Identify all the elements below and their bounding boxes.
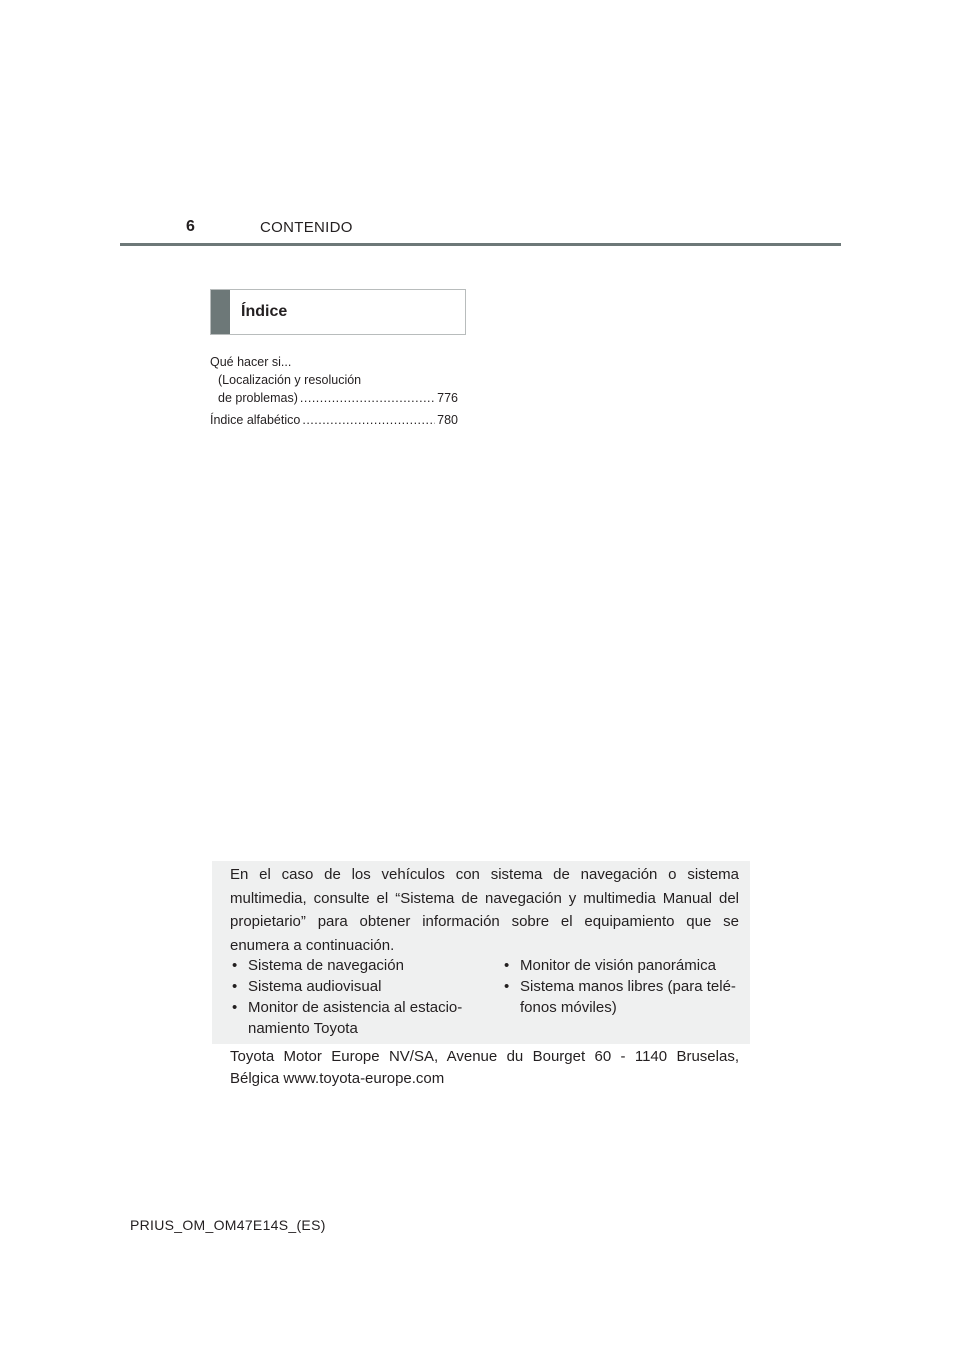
- page-number: 6: [186, 218, 195, 235]
- list-item: [232, 955, 472, 976]
- note-bullet-list-right: [504, 955, 744, 1018]
- toc-entry-troubleshooting[interactable]: [210, 389, 458, 407]
- manufacturer-address: Toyota Motor Europe NV/SA, Avenue du Bourget 60 - 1140 Bruselas, Bélgica www.toyota-europe.com: [230, 1048, 739, 1087]
- index-section-header: [210, 289, 466, 335]
- list-item-text: Sistema de navegación: [248, 957, 404, 974]
- note-bullet-list-left: [232, 955, 472, 1039]
- note-text: En el caso de los vehículos con sistema de navegación o sistema multimedia, consulte el “Sistema de navegación y multimedia Manual del propietario” para obtener información sobre el equipamiento que se enumera a continuación.: [230, 866, 739, 954]
- toc-entry-troubleshooting-subtitle-end: de problemas): [218, 391, 298, 405]
- toc-entry-alphabetical-index[interactable]: [210, 411, 458, 429]
- toc-leader-dots: [300, 389, 435, 407]
- toc-entry-line: [210, 353, 458, 371]
- bullet-icon: •: [232, 999, 238, 1016]
- bullet-icon: •: [232, 957, 238, 974]
- document-code: PRIUS_OM_OM47E14S_(ES): [130, 1217, 326, 1233]
- toc-leader-dots: [302, 411, 435, 429]
- table-of-contents: [210, 353, 458, 429]
- toc-page-number: 776: [437, 391, 458, 405]
- list-item-text: Sistema audiovisual: [248, 978, 382, 995]
- list-item-text: Monitor de visión panorámica: [520, 957, 716, 974]
- toc-entry-line: [210, 371, 458, 389]
- header-divider: [120, 243, 841, 246]
- toc-page-number: 780: [437, 413, 458, 427]
- list-item: [232, 997, 472, 1039]
- index-section-tab: [211, 290, 230, 334]
- list-item-text: Monitor de asistencia al estacio-namiento Toyota: [248, 999, 463, 1037]
- toc-entry-troubleshooting-title[interactable]: Qué hacer si...: [210, 355, 292, 369]
- bullet-icon: •: [232, 978, 238, 995]
- bullet-icon: •: [504, 957, 510, 974]
- toc-entry-alphabetical-index-label: Índice alfabético: [210, 413, 301, 427]
- list-item: [504, 955, 744, 976]
- section-title: CONTENIDO: [260, 219, 353, 236]
- list-item: [504, 976, 744, 1018]
- list-item-text: Sistema manos libres (para telé-fonos móviles): [520, 978, 736, 1016]
- toc-entry-troubleshooting-subtitle: (Localización y resolución: [218, 373, 362, 387]
- list-item: [232, 976, 472, 997]
- bullet-icon: •: [504, 978, 510, 995]
- index-section-title: Índice: [241, 303, 288, 320]
